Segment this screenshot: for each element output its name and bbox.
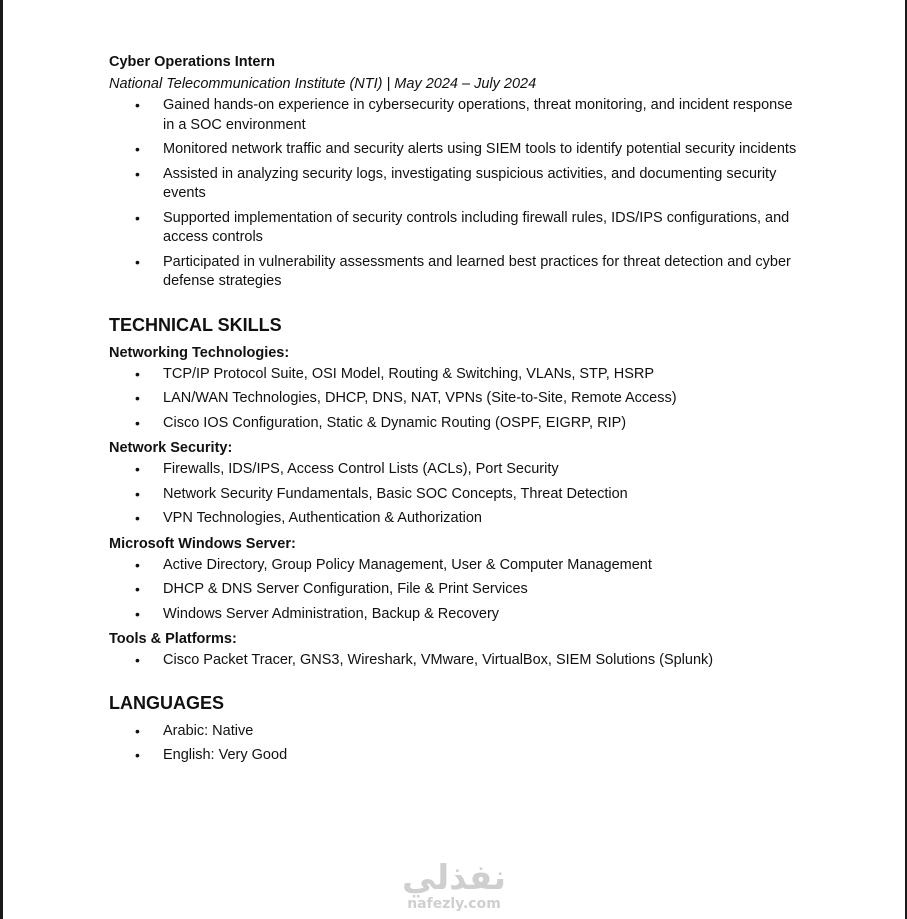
list-item: • LAN/WAN Technologies, DHCP, DNS, NAT, VPNs (Site-to-Site, Remote Access): [109, 389, 799, 409]
skill-list: [109, 460, 799, 529]
experience-entry: [109, 52, 799, 292]
watermark-arabic-text: نفذلي: [401, 858, 507, 898]
resume-page: [109, 52, 799, 771]
list-item: • DHCP & DNS Server Configuration, File & Print Services: [109, 580, 799, 600]
skill-category-heading: Microsoft Windows Server:: [109, 535, 296, 552]
job-organization: National Telecommunication Institute (NTI): [109, 76, 383, 92]
skill-category-heading: Network Security:: [109, 440, 233, 456]
list-item: • Network Security Fundamentals, Basic SOC Concepts, Threat Detection: [109, 485, 799, 505]
skill-list: [109, 651, 799, 671]
list-item: • Windows Server Administration, Backup & Recovery: [109, 605, 799, 625]
list-item: • Arabic: Native: [109, 722, 799, 742]
list-item: • Assisted in analyzing security logs, investigating suspicious activities, and documenting security events: [109, 165, 799, 204]
watermark-logo: [398, 858, 510, 912]
section-heading: TECHNICAL SKILLS: [109, 314, 282, 335]
job-dates: May 2024 – July 2024: [394, 76, 537, 92]
left-page-edge: [0, 0, 3, 919]
watermark-domain-text: nafezly.com: [407, 896, 501, 912]
job-meta: National Telecommunication Institute (NTI) | May 2024 – July 2024: [109, 76, 537, 92]
list-item: • Monitored network traffic and security alerts using SIEM tools to identify potential security incidents: [109, 140, 799, 160]
skill-list: [109, 556, 799, 625]
skill-category-heading: Networking Technologies:: [109, 344, 290, 361]
list-item: • TCP/IP Protocol Suite, OSI Model, Routing & Switching, VLANs, STP, HSRP: [109, 365, 799, 385]
technical-skills-section: [109, 313, 799, 671]
language-list: [109, 722, 799, 766]
section-heading: LANGUAGES: [109, 692, 225, 713]
list-item: • Gained hands-on experience in cybersecurity operations, threat monitoring, and incident response in a SOC environment: [109, 96, 799, 135]
list-item: • English: Very Good: [109, 746, 799, 766]
experience-bullet-list: [109, 96, 799, 292]
skill-category-heading: Tools & Platforms:: [109, 631, 237, 647]
languages-section: [109, 691, 799, 766]
list-item: • Supported implementation of security controls including firewall rules, IDS/IPS configurations, and access controls: [109, 209, 799, 248]
list-item: • VPN Technologies, Authentication & Authorization: [109, 509, 799, 529]
list-item: • Cisco Packet Tracer, GNS3, Wireshark, VMware, VirtualBox, SIEM Solutions (Splunk): [109, 651, 799, 671]
job-title: Cyber Operations Intern: [109, 54, 275, 70]
skill-list: [109, 365, 799, 434]
list-item: • Participated in vulnerability assessments and learned best practices for threat detection and cyber defense strategies: [109, 253, 799, 292]
list-item: • Active Directory, Group Policy Management, User & Computer Management: [109, 556, 799, 576]
list-item: • Firewalls, IDS/IPS, Access Control Lists (ACLs), Port Security: [109, 460, 799, 480]
list-item: • Cisco IOS Configuration, Static & Dynamic Routing (OSPF, EIGRP, RIP): [109, 414, 799, 434]
